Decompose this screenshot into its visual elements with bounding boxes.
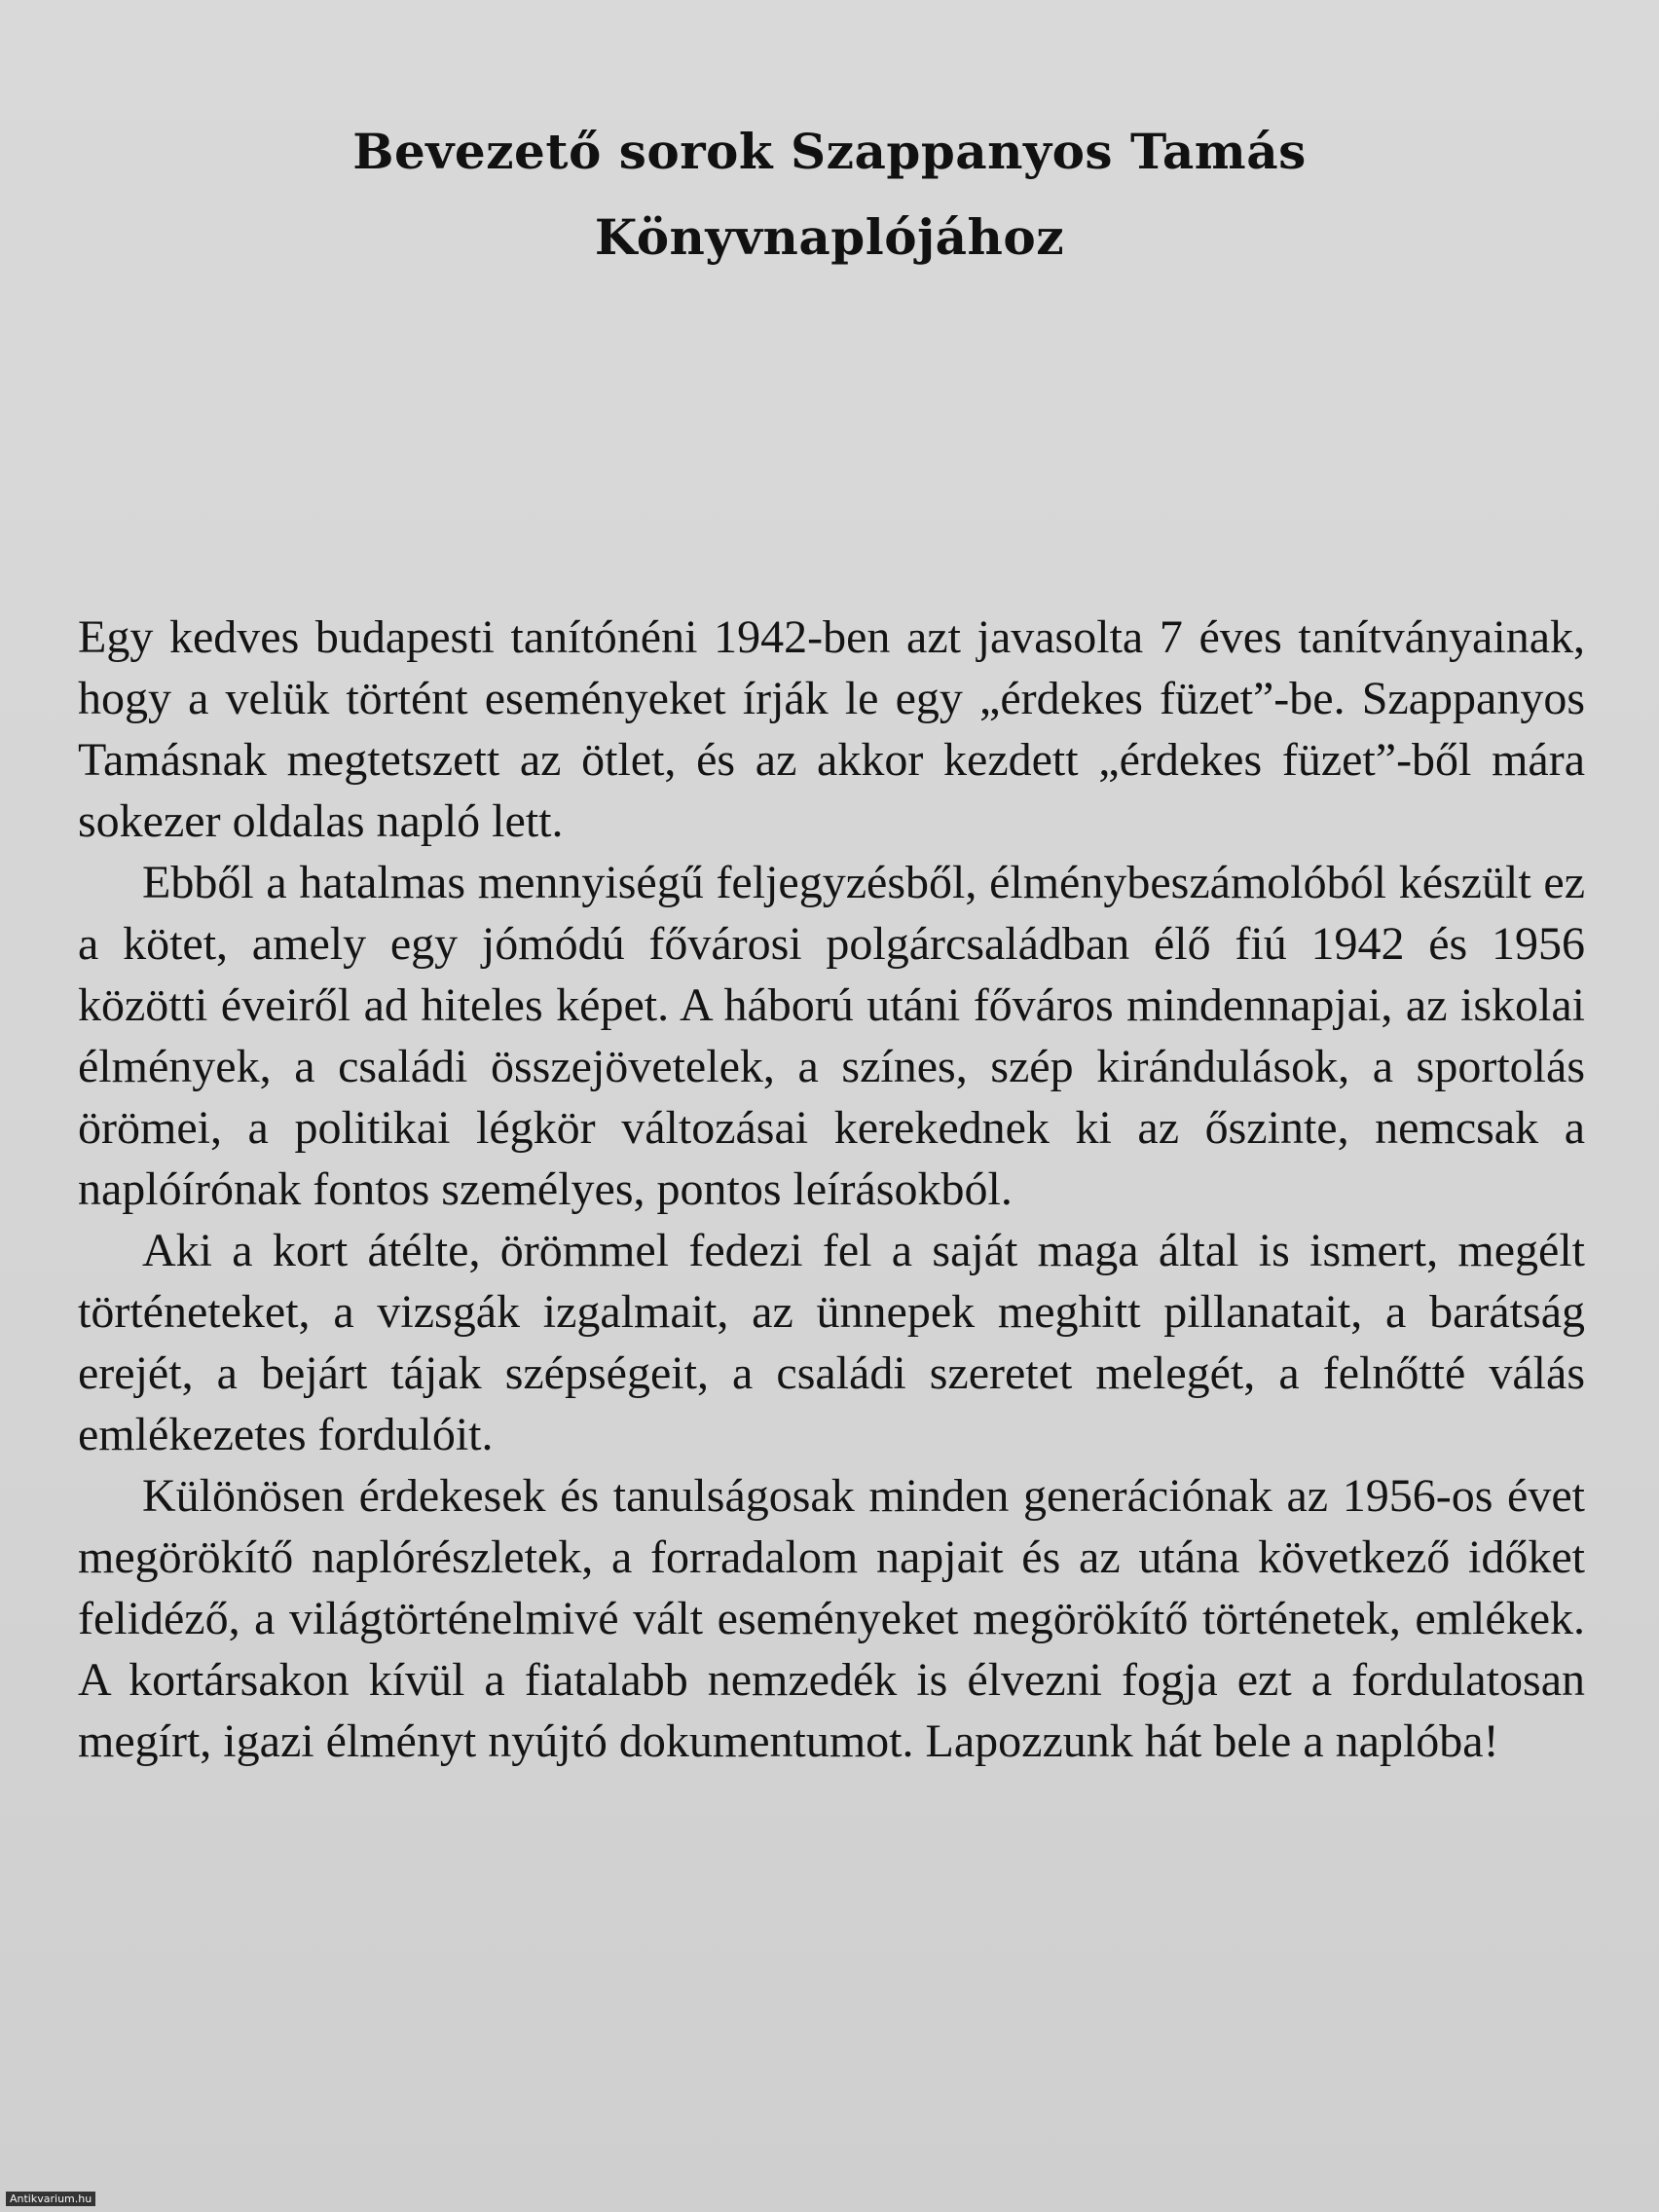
title-line-2: Könyvnaplójához xyxy=(594,208,1065,266)
title-line-1: Bevezető sorok Szappanyos Tamás xyxy=(352,123,1307,180)
page-title xyxy=(0,109,1659,280)
paragraph-3: Aki a kort átélte, örömmel fedezi fel a saját maga által is ismert, megélt történeteket, a vizsgák izgalmait, az ünnepek meghitt pillanatait, a barátság erejét, a bejárt tájak szépségeit, a családi szeretet melegét, a felnőtté válás emlékezetes fordulóit. xyxy=(78,1225,1585,1460)
paragraph-2: Ebből a hatalmas mennyiségű feljegyzésből, élménybeszámolóból készült ez a kötet, amely egy jómódú fővárosi polgárcsaládban élő fiú 1942 és 1956 közötti éveiről ad hiteles képet. A háború utáni főváros mindennapjai, az iskolai élmények, a családi összejövetelek, a színes, szép kirándulások, a sportolás örömei, a politikai légkör változásai kerekednek ki az őszinte, nemcsak a naplóírónak fontos személyes, pontos leírásokból. xyxy=(78,857,1585,1215)
watermark: Antikvarium.hu xyxy=(6,2192,95,2206)
body-text xyxy=(78,607,1585,1772)
paragraph-4: Különösen érdekesek és tanulságosak minden generációnak az 1956-os évet megörökítő naplórészletek, a forradalom napjait és az utána következő időket felidéző, a világtörténelmivé vált eseményeket megörökítő történetek, emlékek. A kortársakon kívül a fiatalabb nemzedék is élvezni fogja ezt a fordulatosan megírt, igazi élményt nyújtó dokumentumot. Lapozzunk hát bele a naplóba! xyxy=(78,1470,1585,1767)
paragraph-1: Egy kedves budapesti tanítónéni 1942-ben azt javasolta 7 éves tanítványainak, hogy a velük történt eseményeket írják le egy „érdekes füzet”-be. Szappanyos Tamásnak megtetszett az ötlet, és az akkor kezdett „érdekes füzet”-ből mára sokezer oldalas napló lett. xyxy=(78,611,1585,847)
